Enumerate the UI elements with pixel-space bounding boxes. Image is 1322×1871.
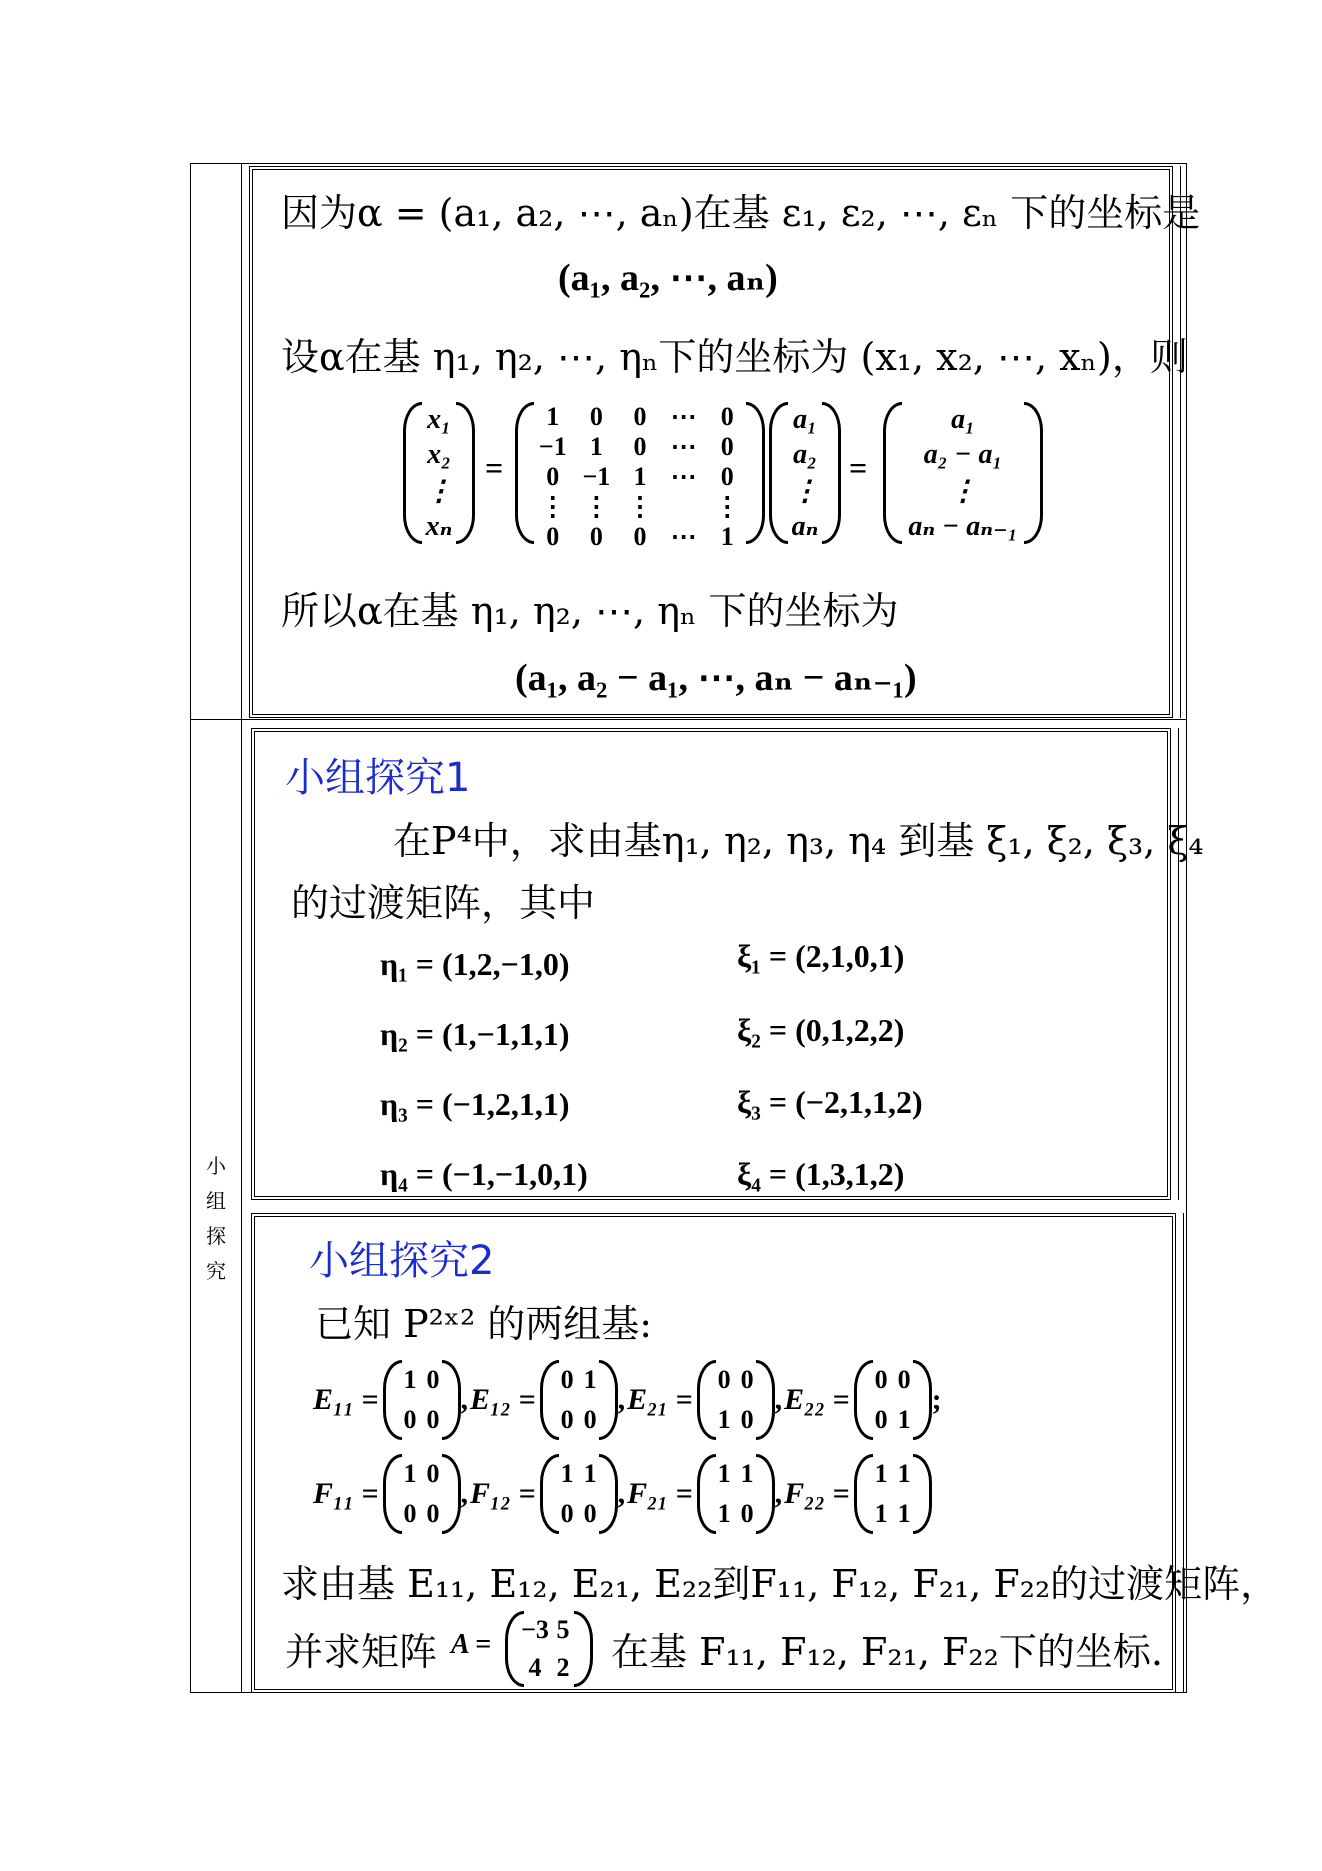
matrix-cell: 1 — [560, 1459, 574, 1488]
problem-2-line-4: 求由基 E₁₁, E₁₂, E₂₁, E₂₂到F₁₁, F₁₂, F₂₁, F₂₂的过渡矩阵， — [281, 1562, 1279, 1606]
derivation-line-4: 所以α在基 η₁, η₂, ⋯, ηₙ 下的坐标为 — [281, 589, 899, 633]
derivation-line-3: 设α在基 η₁, η₂, ⋯, ηₙ下的坐标为 (x₁, x₂, ⋯, xₙ)，则 — [281, 335, 1188, 379]
basis-E-label: E₂₂ = — [784, 1383, 850, 1416]
matrix-cell: 0 — [717, 1365, 731, 1394]
matrix-cell: 1 — [546, 402, 560, 431]
separator: , — [774, 1477, 783, 1510]
eta-2: η₂ = (1,−1,1,1) — [380, 1016, 570, 1052]
matrix-cell: 1 — [717, 1405, 731, 1434]
problem-1-line-2: 的过渡矩阵，其中 — [291, 881, 596, 925]
matrix-cell: 0 — [560, 1405, 574, 1434]
matrix-cell: 0 — [589, 522, 603, 551]
matrix-cell: 1 — [717, 1499, 731, 1528]
basis-E-matrix — [854, 1360, 932, 1440]
matrix-cell: 0 — [720, 432, 734, 461]
equals-sign: = — [485, 450, 504, 486]
coordinate-derivation-box — [249, 166, 1201, 718]
basis-F-label: F₁₁ = — [313, 1477, 379, 1510]
heading-exploration-1: 小组探究1 — [285, 755, 471, 801]
matrix-cell: ⋯ — [670, 522, 697, 551]
matrix-cell: 0 — [874, 1365, 888, 1394]
separator: , — [774, 1383, 783, 1416]
matrix-cell: 1 — [874, 1499, 888, 1528]
matrix-cell: 0 — [720, 462, 734, 491]
eta-1: η₁ = (1,2,−1,0) — [380, 946, 570, 982]
matrix-cell: 0 — [583, 1499, 597, 1528]
matrix-cell: 0 — [546, 522, 560, 551]
matrix-cell: ⋮ — [583, 492, 610, 521]
matrix-cell: 1 — [897, 1499, 911, 1528]
group-exploration-1-box — [251, 728, 1204, 1200]
separator: ; — [931, 1383, 942, 1416]
eta-4: η₄ = (−1,−1,0,1) — [380, 1156, 588, 1192]
basis-E-matrix — [540, 1360, 618, 1440]
matrix-cell: 0 — [546, 462, 560, 491]
basis-F-label: F₂₁ = — [627, 1477, 693, 1510]
derivation-line-1: 因为α = (a₁, a₂, ⋯, aₙ)在基 ε₁, ε₂, ⋯, εₙ 下的坐标是 — [281, 191, 1201, 235]
matrix-cell: 0 — [897, 1365, 911, 1394]
equals-sign-2: = — [849, 450, 868, 486]
basis-E-label: E₂₁ = — [627, 1383, 693, 1416]
group-exploration-2-box — [251, 1213, 1279, 1693]
basis-F-matrix — [540, 1454, 618, 1534]
basis-F-matrix — [854, 1454, 932, 1534]
problem-2-line-5b: 在基 F₁₁, F₁₂, F₂₁, F₂₂下的坐标. — [611, 1630, 1163, 1674]
problem-2-line-5a: 并求矩阵 — [285, 1630, 438, 1674]
xi-4: ξ₄ = (1,3,1,2) — [737, 1156, 905, 1192]
basis-E-matrix — [697, 1360, 775, 1440]
separator: , — [617, 1383, 626, 1416]
basis-E-label: E₁₁ = — [313, 1383, 379, 1416]
matrix-cell: 1 — [897, 1405, 911, 1434]
separator: , — [460, 1477, 469, 1510]
basis-F-matrix — [383, 1454, 461, 1534]
matrix-cell: 1 — [403, 1365, 417, 1394]
basis-F-label: F₁₂ = — [470, 1477, 536, 1510]
side-label: 小 组 探 究 — [206, 1154, 226, 1283]
matrix-cell: −1 — [538, 432, 567, 461]
matrix-cell: 1 — [583, 1459, 597, 1488]
matrix-cell: ⋯ — [670, 402, 697, 431]
problem-2-line-1: 已知 P²ˣ² 的两组基: — [315, 1302, 653, 1346]
matrix-cell: 0 — [874, 1405, 888, 1434]
matrix-cell: 1 — [633, 462, 647, 491]
matrix-cell: 0 — [560, 1499, 574, 1528]
matrix-cell: 1 — [589, 432, 603, 461]
matrix-cell: 1 — [583, 1365, 597, 1394]
matrix-cell: 0 — [633, 402, 647, 431]
matrix-cell: 1 — [720, 522, 734, 551]
heading-exploration-2: 小组探究2 — [309, 1238, 495, 1284]
matrix-cell: 0 — [426, 1459, 440, 1488]
derivation-line-5: (a₁, a₂ − a₁, ⋯, aₙ − aₙ₋₁) — [515, 657, 917, 699]
basis-E-matrix — [383, 1360, 461, 1440]
matrix-cell: 1 — [740, 1459, 754, 1488]
matrix-cell: ⋯ — [670, 432, 697, 461]
derivation-line-2: (a₁, a₂, ⋯, aₙ) — [558, 257, 778, 299]
vector-result: a₁ a₂ − a₁ ⋮ aₙ − aₙ₋₁ — [883, 402, 1043, 544]
matrix-cell: 0 — [560, 1365, 574, 1394]
matrix-cell: 0 — [633, 432, 647, 461]
problem-1-line-1: 在P⁴中，求由基η₁, η₂, η₃, η₄ 到基 ξ₁, ξ₂, ξ₃, ξ₄ — [393, 819, 1204, 863]
basis-F-label: F₂₂ = — [784, 1477, 850, 1510]
matrix-cell: 0 — [426, 1405, 440, 1434]
basis-E-label: E₁₂ = — [470, 1383, 536, 1416]
matrix-cell: 0 — [740, 1405, 754, 1434]
row-divider — [191, 719, 1186, 720]
matrix-cell: 0 — [589, 402, 603, 431]
matrix-cell: ⋮ — [539, 492, 566, 521]
eta-3: η₃ = (−1,2,1,1) — [380, 1086, 570, 1122]
matrix-A: −3 5 4 2 — [505, 1611, 593, 1687]
matrix-cell: −1 — [582, 462, 611, 491]
matrix-cell: 0 — [720, 402, 734, 431]
vector-a: a₁ a₂ ⋮ aₙ — [769, 402, 841, 544]
basis-F-row — [313, 1451, 934, 1537]
xi-1: ξ₁ = (2,1,0,1) — [737, 938, 905, 974]
xi-3: ξ₃ = (−2,1,1,2) — [737, 1084, 923, 1120]
matrix-cell: 0 — [583, 1405, 597, 1434]
xi-2: ξ₂ = (0,1,2,2) — [737, 1012, 905, 1048]
matrix-cell: 1 — [874, 1459, 888, 1488]
matrix-cell: 1 — [897, 1459, 911, 1488]
matrix-cell: 1 — [717, 1459, 731, 1488]
matrix-cell: 0 — [740, 1499, 754, 1528]
matrix-cell: 0 — [740, 1365, 754, 1394]
matrix-cell: 0 — [426, 1499, 440, 1528]
matrix-cell: 0 — [633, 522, 647, 551]
matrix-cell: 0 — [426, 1365, 440, 1394]
matrix-cell: 0 — [403, 1499, 417, 1528]
matrix-cell: ⋮ — [714, 492, 741, 521]
matrix-cell: ⋯ — [670, 462, 697, 491]
separator: , — [460, 1383, 469, 1416]
matrix-A-label: A = — [451, 1629, 492, 1660]
column-divider — [241, 164, 242, 1692]
basis-E-row — [313, 1357, 944, 1443]
matrix-cell: 1 — [403, 1459, 417, 1488]
matrix-cell: 0 — [403, 1405, 417, 1434]
basis-F-matrix — [697, 1454, 775, 1534]
separator: , — [617, 1477, 626, 1510]
transition-matrix — [515, 402, 765, 551]
vector-x: x₁ x₂ ⋮ xₙ — [403, 402, 475, 544]
matrix-cell: ⋮ — [626, 492, 653, 521]
